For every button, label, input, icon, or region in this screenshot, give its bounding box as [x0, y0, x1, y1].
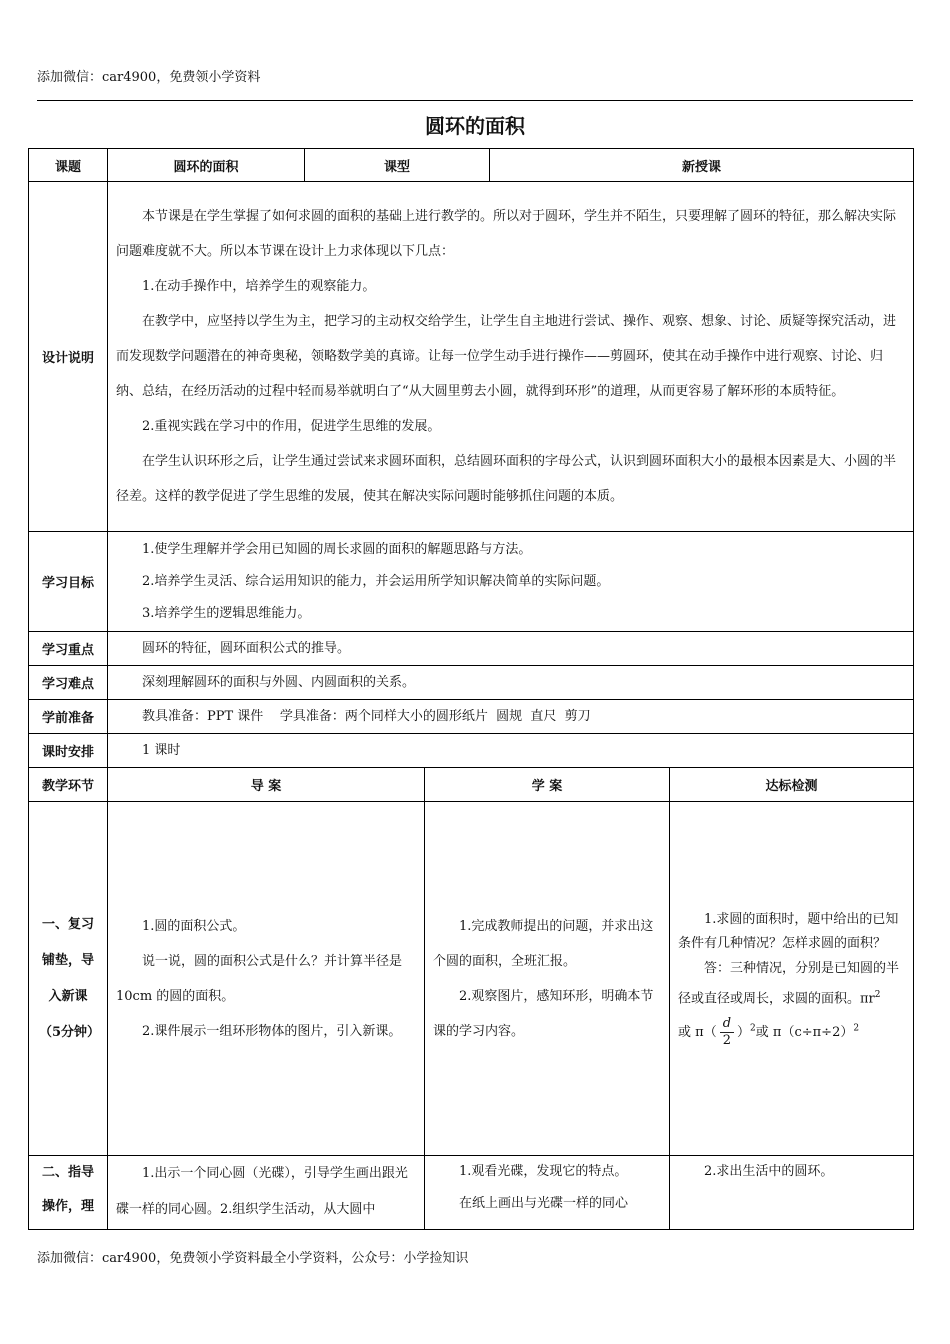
col-header-guide: 导 案 — [108, 768, 425, 802]
goal-item: 3.培养学生的逻辑思维能力。 — [142, 605, 311, 621]
design-paragraph: 在教学中，应坚持以学生为主，把学习的主动权交给学生，让学生自主地进行尝试、操作、观察、想象、讨论、质疑等探究活动，进而发现数学问题潜在的神奇奥秘，领略数学美的真谛。让每一位学生动手进行操作——剪圆环，使其在动手操作中进行观察、讨论、归纳、总结，在经历活动的过程中轻而易举就明白了“从大圆里剪去小圆，就得到环形”的道理，从而更容易了解环形的本质特征。 — [116, 314, 897, 399]
section1-test-question: 1.求圆的面积时，题中给出的已知条件有几种情况？怎样求圆的面积？ — [678, 911, 899, 951]
row-column-headers — [29, 768, 914, 802]
design-label: 设计说明 — [29, 182, 108, 532]
section1-study-line: 1.完成教师提出的问题，并求出这个圆的面积，全班汇报。 — [433, 918, 654, 969]
section1-guide-line: 1.圆的面积公式。 — [142, 918, 246, 934]
schedule-value: 1 课时 — [142, 742, 181, 758]
goal-item: 1.使学生理解并学会用已知圆的周长求圆的面积的解题思路与方法。 — [142, 541, 532, 557]
section2-study-line: 1.观看光碟，发现它的特点。 — [459, 1164, 628, 1179]
row-topic — [29, 149, 914, 182]
section1-guide — [108, 802, 425, 1156]
design-paragraph: 1.在动手操作中，培养学生的观察能力。 — [142, 279, 376, 294]
design-paragraph: 本节课是在学生掌握了如何求圆的面积的基础上进行教学的。所以对于圆环，学生并不陌生，只要理解了圆环的特征，那么解决实际问题难度就不大。所以本节课在设计上力求体现以下几点： — [116, 209, 897, 259]
row-key-points — [29, 632, 914, 666]
preparation-label: 学前准备 — [29, 700, 108, 734]
design-paragraph: 2.重视实践在学习中的作用，促进学生思维的发展。 — [142, 419, 441, 434]
row-section-2 — [29, 1156, 914, 1230]
section1-guide-line: 2.课件展示一组环形物体的图片，引入新课。 — [142, 1023, 402, 1039]
topic-label: 课题 — [29, 149, 108, 182]
lesson-plan-table — [28, 148, 914, 1230]
section1-study — [425, 802, 670, 1156]
section2-test: 2.求出生活中的圆环。 — [704, 1164, 834, 1179]
section2-stage: 二、指导操作，理 — [29, 1156, 108, 1230]
schedule-label: 课时安排 — [29, 734, 108, 768]
difficulties-value: 深刻理解圆环的面积与外圆、内圆面积的关系。 — [142, 674, 416, 690]
row-preparation — [29, 700, 914, 734]
goals-label: 学习目标 — [29, 532, 108, 632]
section2-study-line: 在纸上画出与光碟一样的同心 — [459, 1196, 629, 1211]
header-note: 添加微信：car4900，免费领小学资料 — [37, 70, 261, 85]
section1-guide-line: 说一说，圆的面积公式是什么？并计算半径是 10cm 的圆的面积。 — [116, 953, 403, 1004]
col-header-test: 达标检测 — [670, 768, 914, 802]
preparation-value: 教具准备：PPT 课件 学具准备：两个同样大小的圆形纸片 圆规 直尺 剪刀 — [142, 708, 591, 724]
section2-guide: 1.出示一个同心圆（光碟），引导学生画出跟光碟一样的同心圆。2.组织学生活动，从大圆中 — [116, 1166, 408, 1217]
type-value: 新授课 — [490, 149, 914, 182]
section1-test — [670, 802, 914, 1156]
goal-item: 2.培养学生灵活、综合运用知识的能力，并会运用所学知识解决简单的实际问题。 — [142, 573, 610, 589]
type-label: 课型 — [305, 149, 490, 182]
col-header-stage: 教学环节 — [29, 768, 108, 802]
row-schedule — [29, 734, 914, 768]
key-points-value: 圆环的特征，圆环面积公式的推导。 — [142, 640, 351, 656]
section1-test-answer: 答：三种情况，分别是已知圆的半径或直径或周长，求圆的面积。$\pi r^2$ — [678, 960, 900, 1007]
col-header-study: 学 案 — [425, 768, 670, 802]
design-paragraph: 在学生认识环形之后，让学生通过尝试来求圆环面积，总结圆环面积的字母公式，认识到圆环面积大小的最根本因素是大、小圆的半径差。这样的教学促进了学生思维的发展，使其在解决实际问题时能够抓住问题的本质。 — [116, 454, 897, 504]
goals-content — [108, 532, 914, 632]
row-difficulties — [29, 666, 914, 700]
header-divider — [37, 100, 913, 101]
row-design — [29, 182, 914, 532]
topic-value: 圆环的面积 — [108, 149, 305, 182]
design-content — [108, 182, 914, 532]
footer-note: 添加微信：car4900，免费领小学资料最全小学资料，公众号：小学捡知识 — [37, 1251, 469, 1266]
row-goals — [29, 532, 914, 632]
fraction-d-over-2: $\frac{d}{2}$ — [720, 1016, 734, 1049]
section1-stage: 一、复习铺垫，导入新课（5分钟） — [29, 802, 108, 1156]
row-section-1 — [29, 802, 914, 1156]
key-points-label: 学习重点 — [29, 632, 108, 666]
page-title: 圆环的面积 — [425, 114, 525, 138]
section1-test-formula: 或 π（ $\frac{d}{2}$ ）$^2$或 $\pi(c\div\pi\div 2)^2$ — [678, 1016, 860, 1049]
section1-study-line: 2.观察图片，感知环形，明确本节课的学习内容。 — [433, 988, 654, 1039]
difficulties-label: 学习难点 — [29, 666, 108, 700]
